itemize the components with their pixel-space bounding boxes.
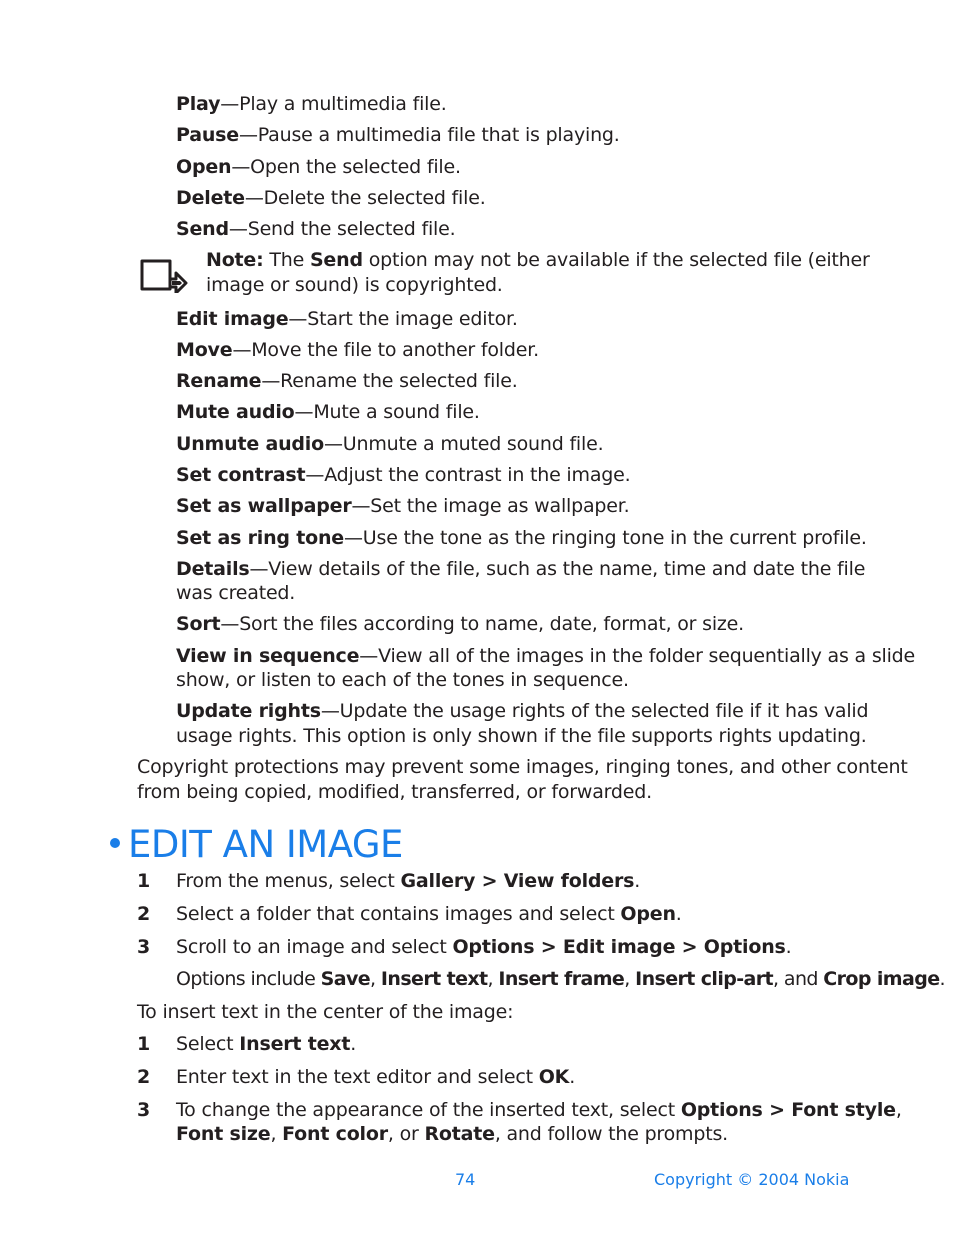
step-number: 2 xyxy=(137,903,151,925)
option-details-line-1: Details—View details of the file, such as the name, time and date the file xyxy=(176,558,866,580)
option-play: Play—Play a multimedia file. xyxy=(176,93,447,115)
option-details-line-2: was created. xyxy=(176,582,296,604)
option-send: Send—Send the selected file. xyxy=(176,218,456,240)
footer-copyright: Copyright © 2004 Nokia xyxy=(654,1170,850,1189)
option-update-rights-line-2: usage rights. This option is only shown if the file supports rights updating. xyxy=(176,725,867,747)
note-line-1: Note: The Send option may not be available if the selected file (either xyxy=(206,249,870,271)
heading-bullet-icon xyxy=(110,838,120,848)
copyright-para-line-2: from being copied, modified, transferred, or forwarded. xyxy=(137,781,652,803)
step-text-line-2: Font size, Font color, or Rotate, and follow the prompts. xyxy=(176,1123,729,1145)
option-rename: Rename—Rename the selected file. xyxy=(176,370,518,392)
option-view-sequence-line-2: show, or listen to each of the tones in sequence. xyxy=(176,669,629,691)
option-delete: Delete—Delete the selected file. xyxy=(176,187,486,209)
note-icon xyxy=(138,257,188,293)
option-edit-image: Edit image—Start the image editor. xyxy=(176,308,518,330)
step-number: 1 xyxy=(137,1033,151,1055)
option-open: Open—Open the selected file. xyxy=(176,156,461,178)
option-set-wallpaper: Set as wallpaper—Set the image as wallpaper. xyxy=(176,495,630,517)
step-number: 3 xyxy=(137,1099,151,1121)
step-text: Select Insert text. xyxy=(176,1033,357,1055)
option-update-rights-line-1: Update rights—Update the usage rights of the selected file if it has valid xyxy=(176,700,869,722)
option-set-ring-tone: Set as ring tone—Use the tone as the ringing tone in the current profile. xyxy=(176,527,867,549)
option-mute-audio: Mute audio—Mute a sound file. xyxy=(176,401,480,423)
option-unmute-audio: Unmute audio—Unmute a muted sound file. xyxy=(176,433,604,455)
section-heading: EDIT AN IMAGE xyxy=(110,823,403,867)
option-view-sequence-line-1: View in sequence—View all of the images in the folder sequentially as a slide xyxy=(176,645,916,667)
step-text: From the menus, select Gallery > View folders. xyxy=(176,870,641,892)
option-set-contrast: Set contrast—Adjust the contrast in the image. xyxy=(176,464,631,486)
option-sort: Sort—Sort the files according to name, date, format, or size. xyxy=(176,613,745,635)
insert-intro: To insert text in the center of the image: xyxy=(137,1001,514,1023)
options-include-line: Options include Save, Insert text, Insert frame, Insert clip-art, and Crop image. xyxy=(176,968,945,990)
note-line-2: image or sound) is copyrighted. xyxy=(206,274,503,296)
copyright-para-line-1: Copyright protections may prevent some images, ringing tones, and other content xyxy=(137,756,908,778)
option-move: Move—Move the file to another folder. xyxy=(176,339,539,361)
step-number: 3 xyxy=(137,936,151,958)
step-text: Select a folder that contains images and select Open. xyxy=(176,903,682,925)
step-number: 1 xyxy=(137,870,151,892)
step-number: 2 xyxy=(137,1066,151,1088)
option-pause: Pause—Pause a multimedia file that is playing. xyxy=(176,124,620,146)
page-number: 74 xyxy=(455,1170,476,1189)
step-text: Enter text in the text editor and select OK. xyxy=(176,1066,576,1088)
step-text: Scroll to an image and select Options > Edit image > Options. xyxy=(176,936,792,958)
step-text-line-1: To change the appearance of the inserted text, select Options > Font style, xyxy=(176,1099,902,1121)
